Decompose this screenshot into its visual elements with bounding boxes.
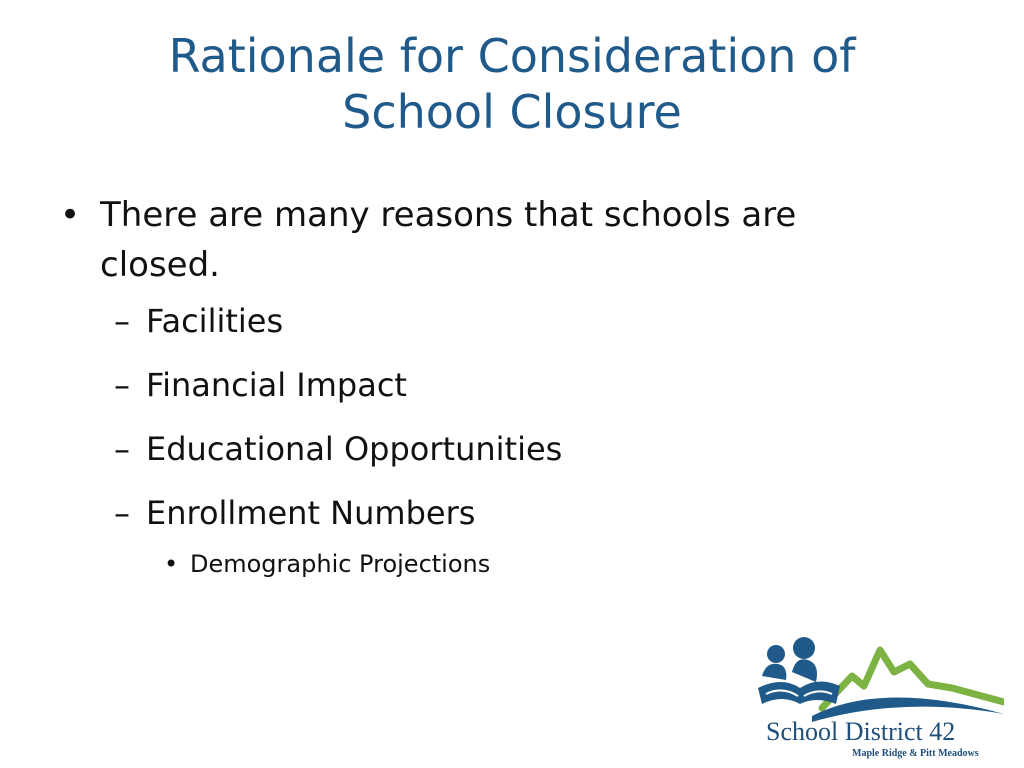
dash-icon: –	[114, 302, 130, 340]
sub-item-label: Enrollment Numbers	[146, 494, 476, 532]
sub-item-label: Facilities	[146, 302, 284, 340]
sub-sub-item-demographic-projections	[58, 548, 958, 580]
sub-item-label: Educational Opportunities	[146, 430, 563, 468]
sub-sub-item-label: Demographic Projections	[190, 550, 491, 578]
sub-item-label: Financial Impact	[146, 366, 407, 404]
bullet-text-line-1: There are many reasons that schools are	[100, 195, 797, 235]
slide-body	[58, 190, 958, 580]
sub-item-enrollment-numbers	[58, 490, 958, 536]
title-line-1: Rationale for Consideration of	[168, 29, 856, 83]
title-line-2: School Closure	[342, 85, 682, 139]
sub-item-financial-impact	[58, 362, 958, 408]
sub-item-educational-opportunities	[58, 426, 958, 472]
bullet-item	[58, 190, 958, 290]
logo-name: School District 42	[766, 717, 956, 746]
bullet-icon: •	[60, 195, 81, 235]
bullet-icon: •	[164, 550, 179, 578]
school-district-logo-icon	[752, 636, 1004, 760]
sub-item-facilities	[58, 298, 958, 344]
dash-icon: –	[114, 494, 130, 532]
bullet-text-line-2: closed.	[100, 245, 220, 285]
dash-icon: –	[114, 430, 130, 468]
logo-subtitle: Maple Ridge & Pitt Meadows	[852, 748, 979, 759]
dash-icon: –	[114, 366, 130, 404]
slide-title	[60, 28, 964, 140]
